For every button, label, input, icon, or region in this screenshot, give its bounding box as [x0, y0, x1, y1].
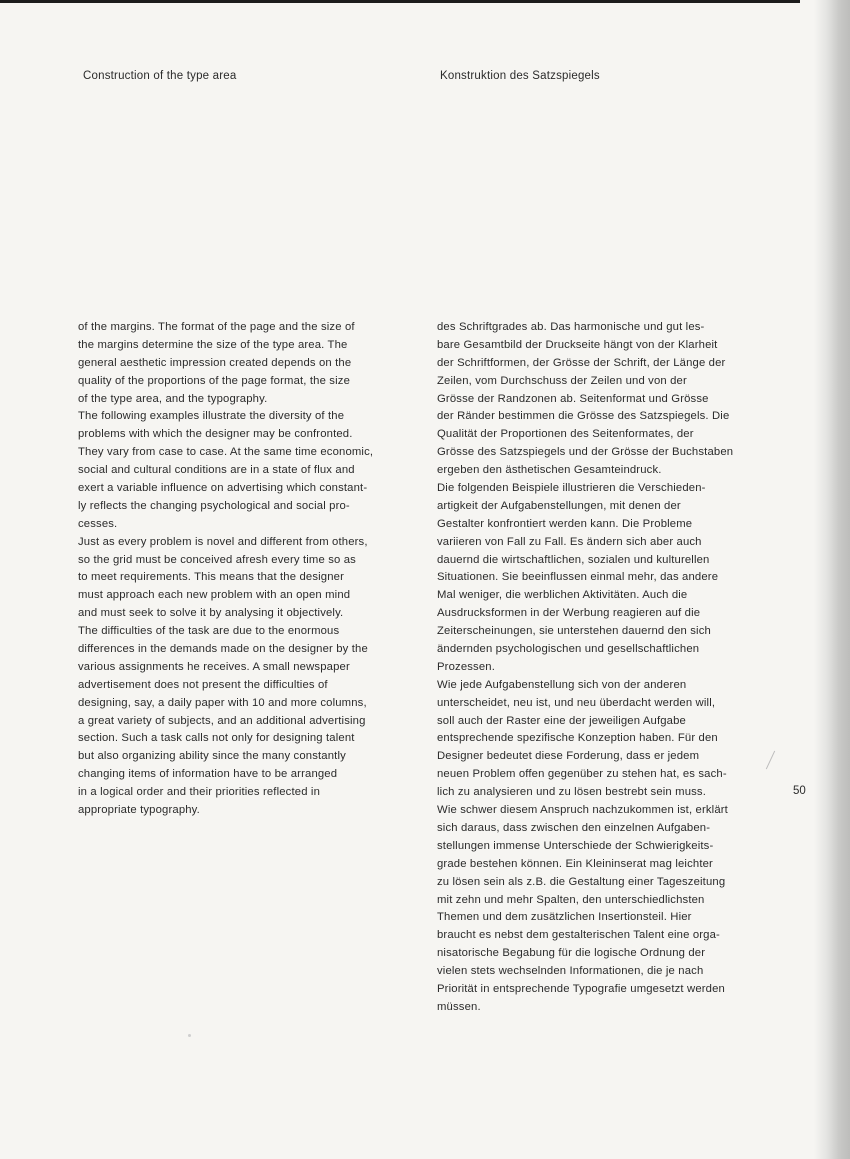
- english-text-line: of the type area, and the typography.: [78, 392, 268, 405]
- german-text-line: vielen stets wechselnden Informationen, die je nach: [437, 965, 704, 978]
- german-text-line: neuen Problem offen gegenüber zu stehen hat, es sach-: [437, 768, 727, 781]
- running-head-german: Konstruktion des Satzspiegels: [440, 70, 600, 82]
- english-text-line: section. Such a task calls not only for designing talent: [78, 732, 355, 745]
- german-text-line: der Schriftformen, der Grösse der Schrift, der Länge der: [437, 356, 726, 369]
- german-text-line: stellungen immense Unterschiede der Schwierigkeits-: [437, 839, 714, 852]
- page-number: 50: [793, 785, 806, 797]
- german-text-line: Zeilen, vom Durchschuss der Zeilen und von der: [437, 374, 687, 387]
- english-text-line: the margins determine the size of the type area. The: [78, 338, 348, 351]
- english-text-line: appropriate typography.: [78, 804, 200, 817]
- german-text-line: entsprechende spezifische Konzeption haben. Für den: [437, 732, 718, 745]
- english-text-line: so the grid must be conceived afresh every time so as: [78, 553, 356, 566]
- english-text-line: general aesthetic impression created depends on the: [78, 356, 352, 369]
- german-text-line: nisatorische Begabung für die logische Ordnung der: [437, 947, 706, 960]
- german-text-line: Ausdrucksformen in der Werbung reagieren auf die: [437, 607, 701, 620]
- german-text-line: Gestalter konfrontiert werden kann. Die Probleme: [437, 517, 693, 530]
- english-text-line: The difficulties of the task are due to the enormous: [78, 625, 340, 638]
- english-text-line: must approach each new problem with an open mind: [78, 589, 351, 602]
- german-text-line: Zeiterscheinungen, sie unterstehen dauernd den sich: [437, 625, 711, 638]
- german-text-line: Designer bedeutet diese Forderung, dass er jedem: [437, 750, 700, 763]
- german-text-line: Prozessen.: [437, 660, 496, 673]
- english-text-line: exert a variable influence on advertising which constant-: [78, 482, 368, 495]
- page-top-edge: [0, 0, 800, 3]
- english-text-line: problems with which the designer may be confronted.: [78, 428, 353, 441]
- german-text-line: Grösse des Satzspiegels und der Grösse der Buchstaben: [437, 446, 734, 459]
- german-text-line: zu lösen sein als z.B. die Gestaltung einer Tageszeitung: [437, 875, 726, 888]
- english-text-line: of the margins. The format of the page and the size of: [78, 321, 355, 333]
- english-text-line: changing items of information have to be arranged: [78, 768, 338, 781]
- english-text-line: social and cultural conditions are in a state of flux and: [78, 464, 355, 477]
- german-text-line: der Ränder bestimmen die Grösse des Satzspiegels. Die: [437, 410, 730, 423]
- german-text-line: lich zu analysieren und zu lösen bestrebt sein muss.: [437, 786, 707, 799]
- german-text-line: Wie jede Aufgabenstellung sich von der anderen: [437, 678, 687, 691]
- english-text-line: designing, say, a daily paper with 10 and more columns,: [78, 696, 367, 709]
- german-text-line: dauernd die wirtschaftlichen, sozialen und kulturellen: [437, 553, 710, 566]
- english-text-line: to meet requirements. This means that the designer: [78, 571, 344, 584]
- german-text-line: variieren von Fall zu Fall. Es ändern sich aber auch: [437, 535, 702, 548]
- english-text-line: various assignments he receives. A small newspaper: [78, 660, 350, 673]
- english-text-line: a great variety of subjects, and an additional advertising: [78, 714, 366, 727]
- english-text-line: quality of the proportions of the page format, the size: [78, 374, 351, 387]
- english-text-line: ly reflects the changing psychological and social pro-: [78, 499, 350, 512]
- german-text-column: [437, 319, 789, 1017]
- german-text-line: Wie schwer diesem Anspruch nachzukommen ist, erklärt: [437, 804, 728, 817]
- english-text-line: but also organizing ability since the many constantly: [78, 750, 346, 763]
- english-text-line: The following examples illustrate the diversity of the: [78, 410, 345, 423]
- english-text-line: in a logical order and their priorities reflected in: [78, 786, 321, 799]
- english-text-line: cesses.: [78, 517, 118, 530]
- german-text-line: Qualität der Proportionen des Seitenformates, der: [437, 428, 694, 441]
- german-text-line: sich daraus, dass zwischen den einzelnen Aufgaben-: [437, 821, 711, 834]
- german-text-line: unterscheidet, neu ist, und neu überdacht werden will,: [437, 696, 716, 709]
- german-text-line: Priorität in entsprechende Typografie umgesetzt werden: [437, 982, 725, 995]
- german-text-line: des Schriftgrades ab. Das harmonische und gut les-: [437, 321, 705, 333]
- english-text-line: They vary from case to case. At the same time economic,: [78, 446, 374, 459]
- english-text-line: advertisement does not present the difficulties of: [78, 678, 328, 691]
- english-text-line: and must seek to solve it by analysing it objectively.: [78, 607, 344, 620]
- german-text-line: Die folgenden Beispiele illustrieren die Verschieden-: [437, 482, 706, 495]
- german-text-line: artigkeit der Aufgabenstellungen, mit denen der: [437, 499, 681, 512]
- german-text-line: braucht es nebst dem gestalterischen Talent eine orga-: [437, 929, 720, 942]
- german-text-line: Grösse der Randzonen ab. Seitenformat und Grösse: [437, 392, 709, 405]
- german-text-line: Themen und dem zusätzlichen Insertionsteil. Hier: [437, 911, 692, 924]
- running-head-english: Construction of the type area: [83, 70, 237, 82]
- binding-shadow: [814, 0, 850, 1159]
- german-text-line: mit zehn und mehr Spalten, den unterschiedlichsten: [437, 893, 705, 906]
- german-text-line: müssen.: [437, 1000, 481, 1013]
- english-text-column: [78, 319, 418, 820]
- german-text-line: Mal weniger, die werblichen Aktivitäten. Auch die: [437, 589, 688, 602]
- german-text-line: Situationen. Sie beeinflussen einmal mehr, das andere: [437, 571, 719, 584]
- german-text-line: bare Gesamtbild der Druckseite hängt von der Klarheit: [437, 338, 718, 351]
- paper-speck: [188, 1034, 191, 1037]
- german-text-line: ergeben den ästhetischen Gesamteindruck.: [437, 464, 662, 477]
- english-text-line: differences in the demands made on the designer by the: [78, 643, 368, 656]
- german-text-line: soll auch der Raster eine der jeweiligen Aufgabe: [437, 714, 686, 727]
- german-text-line: ändernden psychologischen und gesellschaftlichen: [437, 643, 700, 656]
- english-text-line: Just as every problem is novel and different from others,: [78, 535, 368, 548]
- german-text-line: grade bestehen können. Ein Kleininserat mag leichter: [437, 857, 713, 870]
